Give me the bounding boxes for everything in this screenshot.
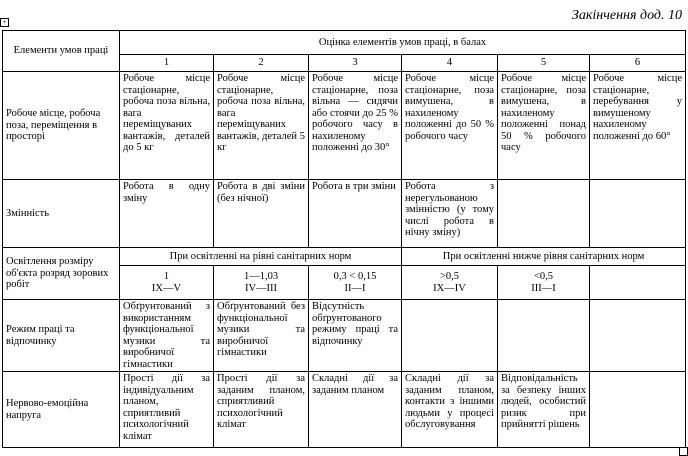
table-cell [590, 372, 686, 448]
table-cell [214, 266, 309, 300]
table-cell: Відсутність обґрунтованого режиму праці та відпочинку [309, 300, 402, 372]
lighting-value: 1 [163, 271, 170, 282]
table-cell: Складні дії за заданим планом [309, 372, 402, 448]
row-label-lighting: Освітлення розміру об'єкта розряд зорових робіт [3, 248, 120, 300]
table-cell: Робоче місце стаціонарне, поза вільна — сидячи або стоячи до 25 % робочого часу в нахиленому положенні до 30° [309, 72, 402, 180]
score-header-3: 3 [309, 55, 402, 72]
score-header-4: 4 [402, 55, 498, 72]
table-row [3, 372, 686, 448]
table-cell: Робота в одну зміну [120, 180, 214, 248]
table-cell [120, 266, 214, 300]
lighting-grade: IV—III [244, 282, 278, 294]
table-cell: Робоче місце стаціонарне, поза вимушена, в нахиленому положенні понад 50 % робочого часу [498, 72, 590, 180]
table-row [3, 72, 686, 180]
row-label-stress: Нервово-емоційна напруга [3, 372, 120, 448]
table-cell: Робота з нерегульованою змінністю (у тому числі робота в нічну зміну) [402, 180, 498, 248]
table-cell [402, 266, 498, 300]
table-row [3, 180, 686, 248]
table-cell: Робоче місце стаціонарне, робоча поза вільна, вага переміщуваних вантажів, деталей до 5 кг [120, 72, 214, 180]
score-header-6: 6 [590, 55, 686, 72]
table-row [3, 300, 686, 372]
table-cell: Складні дії за заданим планом, контакти з іншими людьми у процесі обслуговування [402, 372, 498, 448]
anchor-mark-icon: + [0, 18, 9, 27]
score-header-2: 2 [214, 55, 309, 72]
row-label-shifts: Змінність [3, 180, 120, 248]
lighting-value: >0,5 [439, 271, 460, 282]
table-cell: Відповідальність за безпеку інших людей, особистий ризик при прийнятті рішень [498, 372, 590, 448]
lighting-grade: IX—IV [433, 282, 466, 294]
lighting-grade: II—I [344, 282, 366, 294]
table-cell [590, 180, 686, 248]
lighting-below-norm-header: При освітленні нижче рівня санітарних норм [402, 248, 686, 266]
table-cell: Обґрунтований з використанням функціональної музики та виробничої гімнастики [120, 300, 214, 372]
table-cell: Робота в три зміни [309, 180, 402, 248]
table-caption: Закінчення дод. 10 [571, 8, 682, 23]
row-label-regime: Режим праці та відпочинку [3, 300, 120, 372]
assessment-header: Оцінка елементів умов праці, в балах [120, 31, 686, 55]
lighting-value: 0,3 < 0,15 [333, 271, 377, 282]
table-cell: Робота в дві зміни (без нічної) [214, 180, 309, 248]
table-cell [498, 300, 590, 372]
table-cell [590, 266, 686, 300]
lighting-grade: III—I [531, 282, 556, 294]
table-cell: Робоче місце стаціонарне, поза вимушена, в нахиленому положенні до 50 % робочого часу [402, 72, 498, 180]
working-conditions-table [2, 30, 686, 448]
table-cell [590, 300, 686, 372]
row-label-workplace: Робоче місце, робоча поза, переміщення в просторі [3, 72, 120, 180]
table-cell: Прості дії за індивідуальним планом, сприятливий психологічний клімат [120, 372, 214, 448]
lighting-norm-header: При освітленні на рівні санітарних норм [120, 248, 402, 266]
score-header-5: 5 [498, 55, 590, 72]
table-cell [498, 180, 590, 248]
table-cell [402, 300, 498, 372]
table-cell [498, 266, 590, 300]
table-cell: Робоче місце стаціонарне, перебування у вимушеному нахиленому положенні до 60° [590, 72, 686, 180]
table-cell: Обґрунтований без функціональної музики та виробничої гімнастики [214, 300, 309, 372]
lighting-value: <0,5 [533, 271, 554, 282]
lighting-grade: IX—V [151, 282, 182, 294]
score-header-1: 1 [120, 55, 214, 72]
anchor-mark-icon [679, 447, 688, 456]
factors-header: Елементи умов праці [3, 31, 120, 72]
table-cell [309, 266, 402, 300]
table-row [3, 248, 686, 266]
lighting-value: 1—1,03 [243, 271, 279, 282]
table-cell: Прості дії за заданим планом, сприятливий психологічний клімат [214, 372, 309, 448]
table-cell: Робоче місце стаціонарне, робоча поза вільна, вага переміщуваних вантажів, деталей 5 кг [214, 72, 309, 180]
